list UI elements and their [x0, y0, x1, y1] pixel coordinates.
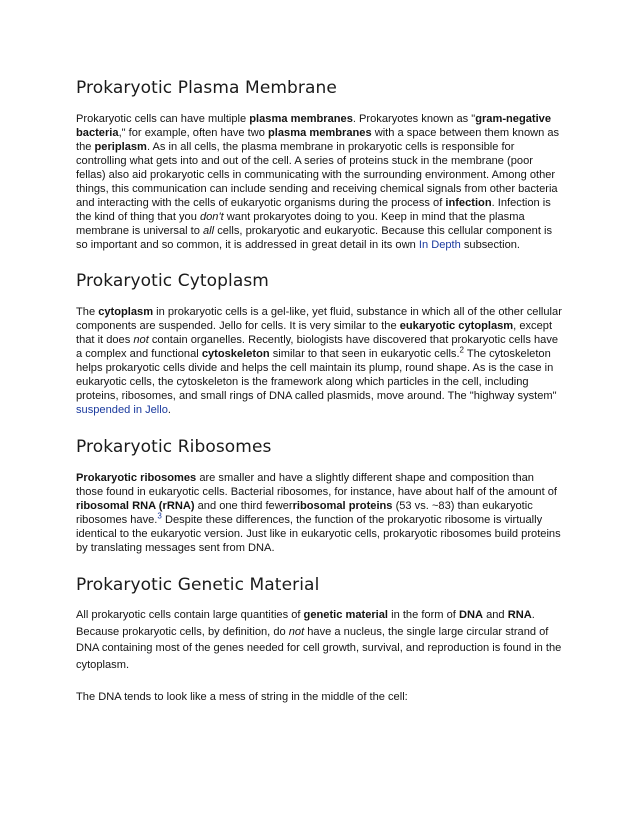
paragraph-cytoplasm: The cytoplasm in prokaryotic cells is a gel-like, yet fluid, substance in which all of the other cellular components are suspended. Jello for cells. It is very similar to the eukaryotic cytoplasm, except that it does not contain organelles. Recently, biologists have discovered that prokaryotic cells have a complex and functional cytoskeleton similar to that seen in eukaryotic cells.$^2$ The cytoskeleton helps prokaryotic cells divide and helps the cell maintain its plump, round shape. As is the case in eukaryotic cells, the cytoskeleton is the framework along which particles in the cell, including proteins, ribosomes, and small rings of DNA called plasmids, move around. The "highway system" suspended in Jello. [76, 306, 562, 416]
paragraph-genetic-material: All prokaryotic cells contain large quantities of genetic material in the form of DNA and RNA. Because prokaryotic cells, by definition, do not have a nucleus, the single large circular strand of DNA containing most of the genes needed for cell growth, survival, and reproduction is found in the cytoplasm. [76, 609, 562, 671]
in-depth-link[interactable]: In Depth [418, 239, 461, 251]
footnote-3-link[interactable]: 3 [157, 511, 162, 521]
paragraph-plasma-membrane: Prokaryotic cells can have multiple plasma membranes. Prokaryotes known as "gram-negative bacteria," for example, often have two plasma membranes with a space between them known as the periplasm. As in all cells, the plasma membrane in prokaryotic cells is responsible for controlling what gets into and out of the cell. A series of proteins stuck in the membrane (poor fellas) also aid prokaryotic cells in communicating with the surrounding environment. Among other things, this communication can include sending and receiving chemical signals from other bacteria and interacting with the cells of eukaryotic organisms during the process of infection. Infection is the kind of thing that you don't want prokaryotes doing to you. Keep in mind that the plasma membrane is universal to all cells, prokaryotic and eukaryotic. Because this cellular component is so important and so common, it is addressed in great detail in its own In Depth subsection. [76, 113, 560, 251]
footnote-2: 2 [459, 345, 464, 355]
paragraph-ribosomes: Prokaryotic ribosomes are smaller and have a slightly different shape and composition than those found in eukaryotic cells. Bacterial ribosomes, for instance, have about half of the amount of ribosomal RNA (rRNA) and one third fewerribosomal proteins (53 vs. ~83) than eukaryotic ribosomes have.$^3$ Despite these differences, the function of the prokaryotic ribosome is virtually identical to the eukaryotic version. Just like in eukaryotic cells, prokaryotic ribosomes build proteins by translating messages sent from DNA. [76, 472, 561, 554]
heading-ribosomes: Prokaryotic Ribosomes [76, 437, 272, 457]
document-page [76, 78, 564, 704]
heading-genetic-material: Prokaryotic Genetic Material [76, 575, 320, 595]
paragraph-dna-description: The DNA tends to look like a mess of string in the middle of the cell: [76, 691, 408, 703]
heading-plasma-membrane: Prokaryotic Plasma Membrane [76, 78, 337, 98]
suspended-in-jello-link[interactable]: suspended in Jello [76, 404, 168, 416]
heading-cytoplasm: Prokaryotic Cytoplasm [76, 271, 269, 291]
